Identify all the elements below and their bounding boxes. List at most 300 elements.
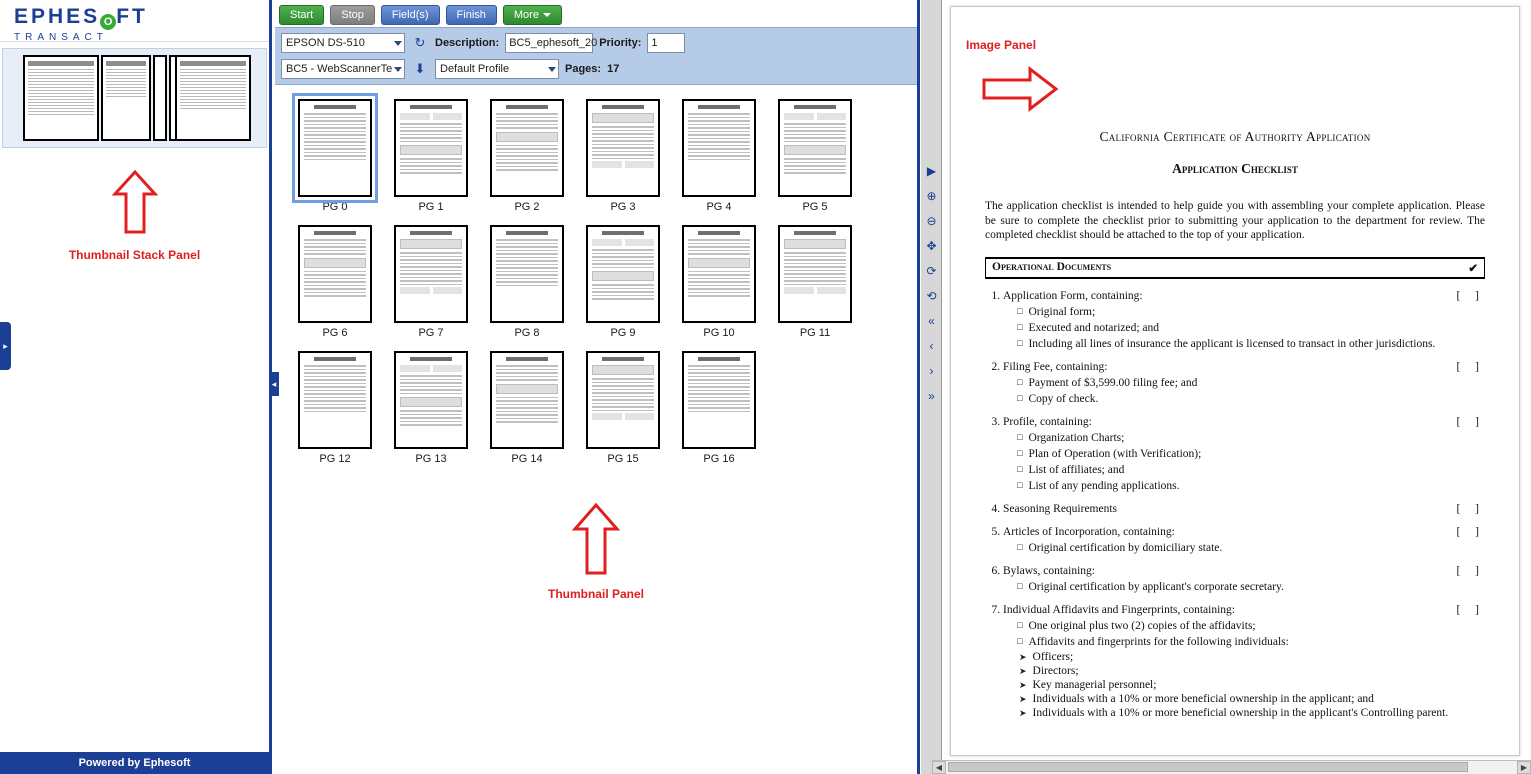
stack-doc-line <box>28 114 94 115</box>
stack-doc-line <box>28 99 94 100</box>
thumbnail-preview-line <box>592 140 654 142</box>
arrow-right-icon <box>982 66 1058 112</box>
chevron-down-icon <box>548 67 556 72</box>
thumbnail-preview-line <box>688 250 750 252</box>
scroll-left-arrow-icon[interactable]: ◀ <box>932 761 946 774</box>
thumbnail-preview-line <box>688 145 750 147</box>
scroll-right-arrow-icon[interactable]: ▶ <box>1517 761 1531 774</box>
checklist-item <box>1003 603 1485 720</box>
thumbnail-preview-line <box>784 284 846 286</box>
thumbnail-preview-block <box>784 113 814 120</box>
thumbnail-preview-line <box>784 165 846 167</box>
stack-doc-line <box>28 105 94 106</box>
stack-doc-line <box>28 69 94 70</box>
page-thumbnail-image[interactable] <box>490 225 564 323</box>
thumbnail-preview-line <box>496 418 558 420</box>
thumbnail-preview-block-row <box>400 287 462 294</box>
thumbnail-preview-block-row <box>400 365 462 372</box>
thumbnail-preview-line <box>496 372 558 374</box>
thumbnail-preview-line <box>304 369 366 371</box>
thumbnail-preview-line <box>784 137 846 139</box>
thumbnail-preview-line <box>688 155 750 157</box>
thumbnail-preview-block <box>433 113 463 120</box>
thumbnail-preview <box>300 101 370 166</box>
page-thumbnail-image[interactable] <box>682 351 756 449</box>
thumbnail-preview-line <box>592 385 654 387</box>
stack-doc-line <box>180 81 246 82</box>
thumbnail-preview-line <box>496 155 558 157</box>
stack-doc-line <box>180 93 246 94</box>
thumbnail-preview-line <box>304 390 366 392</box>
thumbnail-preview-title <box>314 105 356 109</box>
stack-doc-line <box>28 111 94 112</box>
thumbnail-preview-block <box>400 287 430 294</box>
stack-doc-content <box>25 57 97 121</box>
thumbnail-preview <box>684 227 754 303</box>
page-thumbnail-image[interactable] <box>298 99 372 197</box>
zoom-out-icon[interactable]: ⊖ <box>926 213 937 228</box>
thumbnail-preview-line <box>784 277 846 279</box>
thumbnail-preview-line <box>688 292 750 294</box>
logo-text-part2: FT <box>116 5 148 28</box>
thumbnail-preview-line <box>304 411 366 413</box>
page-thumbnail-label: PG 10 <box>703 327 735 339</box>
checklist-item-text: 4. Seasoning Requirements <box>1003 502 1118 515</box>
thumbnail-preview-line <box>496 404 558 406</box>
checklist-item-head <box>1003 502 1485 516</box>
thumbnail-preview-line <box>784 273 846 275</box>
page-thumbnail-image[interactable] <box>298 351 372 449</box>
thumbnail-preview-block-row <box>784 113 846 120</box>
thumbnail-preview-line <box>304 124 366 126</box>
page-thumbnail-cell[interactable] <box>479 225 575 339</box>
collapse-left-panel-handle[interactable]: ▸ <box>0 322 11 370</box>
thumbnail-preview-line <box>688 239 750 241</box>
checklist-arrow-item: ➤ Directors; <box>1019 664 1485 678</box>
thumbnail-preview-line <box>496 113 558 115</box>
thumbnail-preview-line <box>496 281 558 283</box>
checklist-item-text: 6. Bylaws, containing: <box>1003 564 1095 577</box>
logo-subtitle: TRANSACT <box>14 32 108 43</box>
thumbnail-preview-line <box>400 270 462 272</box>
scan-settings-row-2 <box>281 59 911 79</box>
page-thumbnail-image[interactable] <box>682 99 756 197</box>
thumbnail-preview-block <box>496 132 558 142</box>
checklist-subitem: □ Including all lines of insurance the applicant is licensed to transact in other jurisdictions. <box>1017 336 1485 351</box>
page-thumbnail-image[interactable] <box>586 351 660 449</box>
thumbnail-preview-line <box>400 382 462 384</box>
thumbnail-preview-block <box>592 239 622 246</box>
checklist-item-head <box>1003 525 1485 539</box>
page-thumbnail-cell[interactable] <box>575 225 671 339</box>
stack-doc-line <box>180 69 246 70</box>
zoom-in-icon[interactable]: ⊕ <box>926 188 937 203</box>
scroll-track[interactable] <box>946 761 1517 774</box>
thumbnail-preview-title <box>698 231 740 235</box>
stack-doc-line <box>180 102 246 103</box>
page-thumbnail-cell[interactable] <box>479 351 575 465</box>
thumbnail-preview-line <box>784 127 846 129</box>
stack-document-0[interactable] <box>23 55 99 141</box>
page-thumbnail-label: PG 8 <box>514 327 540 339</box>
page-thumbnail-label: PG 12 <box>319 453 351 465</box>
stack-doc-line <box>180 78 246 79</box>
thumbnail-preview-line <box>400 410 462 412</box>
page-thumbnail-image[interactable] <box>586 99 660 197</box>
thumbnail-preview-line <box>592 291 654 293</box>
thumbnail-preview-title <box>602 105 644 109</box>
thumbnail-preview-line <box>688 288 750 290</box>
checklist-item-brackets: [ ] <box>1456 360 1485 373</box>
stack-doc-line <box>28 84 94 85</box>
thumbnail-preview <box>492 353 562 429</box>
page-thumbnail-image[interactable] <box>394 99 468 197</box>
stack-document-2[interactable] <box>153 55 167 141</box>
page-thumbnail-image[interactable] <box>298 225 372 323</box>
image-tool-strip <box>921 0 942 774</box>
page-thumbnail-image[interactable] <box>778 225 852 323</box>
checklist-item-brackets: [ ] <box>1456 415 1485 428</box>
thumbnail-preview-line <box>784 270 846 272</box>
thumbnail-preview-line <box>784 252 846 254</box>
page-thumbnail-image[interactable] <box>778 99 852 197</box>
thumbnail-preview-line <box>592 144 654 146</box>
thumbnail-stack-panel-label: Thumbnail Stack Panel <box>68 248 201 262</box>
thumbnail-preview-line <box>304 138 366 140</box>
page-thumbnail-label: PG 11 <box>799 327 831 339</box>
fields-button[interactable]: Field(s) <box>381 5 440 25</box>
expand-right-icon[interactable]: ▶ <box>926 163 937 178</box>
thumbnail-preview-line <box>496 162 558 164</box>
thumbnail-preview-title <box>410 231 452 235</box>
thumbnail-preview-line <box>496 260 558 262</box>
thumbnail-preview-block <box>625 413 655 420</box>
logo-wordmark <box>14 6 269 30</box>
thumbnail-preview-line <box>496 257 558 259</box>
thumbnail-preview-line <box>496 246 558 248</box>
thumbnail-preview-line <box>592 253 654 255</box>
checklist-item <box>1003 289 1485 351</box>
thumbnail-preview-line <box>592 295 654 297</box>
collapse-center-panel-handle[interactable]: ◂ <box>269 372 279 396</box>
page-thumbnail-label: PG 6 <box>322 327 348 339</box>
thumbnail-preview-line <box>400 169 462 171</box>
thumbnail-preview-line <box>496 369 558 371</box>
thumbnail-preview-line <box>592 399 654 401</box>
stack-doc-line <box>180 75 246 76</box>
chevron-down-icon <box>394 67 402 72</box>
page-thumbnail-cell[interactable] <box>383 99 479 213</box>
thumbnail-preview-line <box>784 162 846 164</box>
scanner-select[interactable] <box>281 33 405 53</box>
thumbnail-preview-line <box>592 392 654 394</box>
document-title-line-1: California Certificate of Authority Application <box>1099 129 1371 144</box>
thumbnail-preview <box>492 227 562 292</box>
refresh-icon[interactable]: ↻ <box>414 35 426 50</box>
page-thumbnail-cell[interactable] <box>383 351 479 465</box>
page-thumbnail-cell[interactable] <box>287 225 383 339</box>
thumbnail-preview-line <box>304 295 366 297</box>
thumbnail-preview <box>780 227 850 301</box>
last-page-icon[interactable]: » <box>928 388 935 403</box>
page-thumbnail-cell[interactable] <box>575 99 671 213</box>
page-thumbnail-label: PG 14 <box>511 453 543 465</box>
thumbnail-preview-line <box>496 250 558 252</box>
thumbnail-preview-line <box>688 148 750 150</box>
page-thumbnail-image[interactable] <box>586 225 660 323</box>
thumbnail-preview-line <box>592 151 654 153</box>
page-thumbnail-cell[interactable] <box>383 225 479 339</box>
stack-doc-line <box>28 96 94 97</box>
thumbnail-preview-line <box>592 158 654 160</box>
checklist-item-brackets: [ ] <box>1456 502 1485 515</box>
thumbnail-preview-block <box>304 258 366 268</box>
page-thumbnail-cell[interactable] <box>479 99 575 213</box>
page-thumbnail-cell[interactable] <box>287 351 383 465</box>
profile-select[interactable] <box>435 59 559 79</box>
thumbnail-preview-line <box>304 281 366 283</box>
stack-doc-line <box>180 90 246 91</box>
checklist-item-brackets: [ ] <box>1456 603 1485 616</box>
stack-doc-header <box>106 61 146 66</box>
stack-doc-line <box>106 69 146 70</box>
stack-panel-annotation-arrow <box>0 170 269 234</box>
checklist-arrow-item: ➤ Individuals with a 10% or more beneficial ownership in the applicant's Controlling parent. <box>1019 706 1485 720</box>
thumbnail-preview-line <box>304 274 366 276</box>
thumbnail-preview-line <box>304 145 366 147</box>
powered-by-footer: Powered by Ephesoft <box>0 752 269 774</box>
stack-doc-line <box>28 75 94 76</box>
finish-button[interactable]: Finish <box>446 5 497 25</box>
stack-doc-line <box>180 72 246 73</box>
thumbnail-preview-block-row <box>592 413 654 420</box>
page-thumbnail-image[interactable] <box>490 99 564 197</box>
thumbnail-preview-title <box>506 105 548 109</box>
page-thumbnail-image[interactable] <box>682 225 756 323</box>
checklist-subitem: □ One original plus two (2) copies of the affidavits; <box>1017 618 1485 633</box>
thumbnail-preview-line <box>496 124 558 126</box>
thumbnail-preview-line <box>496 376 558 378</box>
thumbnail-preview-block <box>592 413 622 420</box>
thumbnail-preview-line <box>592 378 654 380</box>
page-thumbnail-cell[interactable] <box>575 351 671 465</box>
previous-page-icon[interactable]: ‹ <box>929 338 934 353</box>
rotate-right-icon[interactable]: ⟳ <box>926 263 937 278</box>
stop-button[interactable]: Stop <box>330 5 375 25</box>
description-input[interactable]: BC5_ephesoft_20 <box>505 33 593 53</box>
thumbnail-preview-line <box>304 372 366 374</box>
thumbnail-preview-line <box>400 277 462 279</box>
thumbnail-preview-line <box>400 158 462 160</box>
thumbnail-preview-line <box>592 256 654 258</box>
scan-toolbar <box>275 0 917 27</box>
section-header <box>985 257 1485 279</box>
page-thumbnail-cell[interactable] <box>767 99 863 213</box>
image-panel-annotation <box>966 38 1126 117</box>
scroll-thumb[interactable] <box>948 762 1468 772</box>
thumbnail-preview-line <box>592 130 654 132</box>
batch-class-select[interactable] <box>281 59 405 79</box>
document-stack[interactable] <box>2 48 267 148</box>
thumbnail-panel-label: Thumbnail Panel <box>547 587 644 601</box>
thumbnail-preview-line <box>688 365 750 367</box>
thumbnail-preview-line <box>688 379 750 381</box>
checklist-item-text: 7. Individual Affidavits and Fingerprints, containing: <box>1003 603 1235 616</box>
thumbnail-preview-line <box>496 148 558 150</box>
checklist-item <box>1003 564 1485 594</box>
page-thumbnail-cell[interactable] <box>287 99 383 213</box>
checklist-subitem: □ Original certification by applicant's corporate secretary. <box>1017 579 1485 594</box>
thumbnail-preview-line <box>304 397 366 399</box>
thumbnail-preview-block <box>496 384 558 394</box>
thumbnail-preview-line <box>688 141 750 143</box>
thumbnail-preview <box>684 101 754 166</box>
profile-select-value: Default Profile <box>440 63 510 75</box>
thumbnail-preview-line <box>304 407 366 409</box>
thumbnail-preview-line <box>400 256 462 258</box>
thumbnail-preview-line <box>688 243 750 245</box>
thumbnail-preview-line <box>688 134 750 136</box>
stack-doc-line <box>106 78 146 79</box>
stack-document-4[interactable] <box>175 55 251 141</box>
thumbnail-preview-line <box>592 154 654 156</box>
page-thumbnail-cell[interactable] <box>671 99 767 213</box>
checklist-subitem: □ Organization Charts; <box>1017 430 1485 445</box>
checklist-arrow-item: ➤ Officers; <box>1019 650 1485 664</box>
thumbnail-preview <box>588 101 658 175</box>
thumbnail-preview-block <box>784 287 814 294</box>
thumbnail-preview <box>588 353 658 427</box>
thumbnail-preview-line <box>784 169 846 171</box>
checklist-item-brackets: [ ] <box>1456 289 1485 302</box>
page-thumbnail-cell[interactable] <box>671 225 767 339</box>
stack-doc-line <box>180 99 246 100</box>
thumbnail-preview-line <box>688 383 750 385</box>
thumbnail-preview-line <box>304 288 366 290</box>
thumbnail-preview-line <box>688 393 750 395</box>
scan-settings-bar <box>275 27 917 85</box>
stack-doc-line <box>106 87 146 88</box>
page-thumbnail-label: PG 13 <box>415 453 447 465</box>
checklist-subitem: □ Original certification by domiciliary state. <box>1017 540 1485 555</box>
stack-doc-header <box>28 61 94 66</box>
download-icon[interactable]: ⬇ <box>414 61 426 76</box>
thumbnail-preview-line <box>688 411 750 413</box>
rotate-left-icon[interactable]: ⟲ <box>926 288 937 303</box>
thumbnail-preview-line <box>400 134 462 136</box>
thumbnail-preview-line <box>400 162 462 164</box>
thumbnail-preview-line <box>688 372 750 374</box>
thumbnail-preview-block <box>433 287 463 294</box>
section-header-label: Operational Documents <box>992 260 1112 273</box>
thumbnail-preview-line <box>304 159 366 161</box>
page-thumbnail-image[interactable] <box>490 351 564 449</box>
page-thumbnail-image[interactable] <box>394 351 468 449</box>
thumbnail-preview-line <box>688 376 750 378</box>
image-tool-list <box>921 0 941 408</box>
pan-icon[interactable]: ✥ <box>926 238 937 253</box>
first-page-icon[interactable]: « <box>928 313 935 328</box>
batch-class-select-value: BC5 - WebScannerTe <box>286 63 393 75</box>
page-thumbnail-cell[interactable] <box>671 351 767 465</box>
thumbnail-preview-block <box>400 145 462 155</box>
thumbnail-preview-line <box>592 382 654 384</box>
thumbnail-preview-line <box>688 407 750 409</box>
pages-label: Pages: <box>565 63 602 75</box>
stack-doc-line <box>106 81 146 82</box>
page-thumbnail-image[interactable] <box>394 225 468 323</box>
thumbnail-preview-line <box>592 284 654 286</box>
page-thumbnail-label: PG 2 <box>514 201 540 213</box>
document-page[interactable] <box>950 6 1520 756</box>
thumbnail-preview-line <box>784 130 846 132</box>
thumbnail-preview-line <box>784 259 846 261</box>
stack-document-1[interactable] <box>101 55 151 141</box>
image-horizontal-scrollbar[interactable] <box>932 760 1531 774</box>
thumbnail-preview-block <box>625 239 655 246</box>
thumbnail-preview-line <box>592 137 654 139</box>
thumbnail-preview-line <box>400 137 462 139</box>
thumbnail-preview-line <box>496 264 558 266</box>
thumbnail-preview-line <box>688 390 750 392</box>
thumbnail-preview-line <box>496 278 558 280</box>
page-thumbnail-cell[interactable] <box>767 225 863 339</box>
chevron-down-icon <box>543 13 551 17</box>
checklist-item-head <box>1003 360 1485 374</box>
stack-doc-line <box>28 108 94 109</box>
thumbnail-preview-line <box>688 127 750 129</box>
thumbnail-preview-line <box>784 123 846 125</box>
thumbnail-preview-line <box>496 411 558 413</box>
logo-o-icon: O <box>100 14 116 30</box>
thumbnail-preview-title <box>410 105 452 109</box>
thumbnail-preview-line <box>304 117 366 119</box>
scan-settings-row-1 <box>281 33 911 53</box>
thumbnail-preview-line <box>400 141 462 143</box>
checklist-subitem: □ List of any pending applications. <box>1017 478 1485 493</box>
stack-doc-line <box>28 93 94 94</box>
description-label: Description: <box>435 37 500 49</box>
image-panel-label: Image Panel <box>966 38 1037 52</box>
checklist-subitem: □ Copy of check. <box>1017 391 1485 406</box>
thumbnail-preview-line <box>400 393 462 395</box>
thumbnail-preview-line <box>400 127 462 129</box>
stack-doc-line <box>28 87 94 88</box>
thumbnail-preview-line <box>688 285 750 287</box>
thumbnail-preview-line <box>400 273 462 275</box>
thumbnail-preview-line <box>496 414 558 416</box>
checklist-item <box>1003 502 1485 516</box>
thumbnail-preview-line <box>592 288 654 290</box>
thumbnail-preview-title <box>794 231 836 235</box>
more-button-label: More <box>513 9 539 21</box>
thumbnail-preview-line <box>496 145 558 147</box>
checklist-arrow-list <box>1003 650 1485 720</box>
priority-input[interactable]: 1 <box>647 33 685 53</box>
thumbnail-preview-line <box>688 113 750 115</box>
thumbnail-preview-line <box>688 404 750 406</box>
stack-doc-line <box>106 96 146 97</box>
next-page-icon[interactable]: › <box>929 363 934 378</box>
start-button[interactable]: Start <box>279 5 324 25</box>
stack-doc-line <box>106 93 146 94</box>
thumbnail-preview-line <box>304 131 366 133</box>
more-button[interactable] <box>503 5 562 25</box>
thumbnail-preview-line <box>400 172 462 174</box>
thumbnail-preview-block <box>688 258 750 268</box>
thumbnail-preview-line <box>688 295 750 297</box>
page-thumbnail-label: PG 5 <box>802 201 828 213</box>
